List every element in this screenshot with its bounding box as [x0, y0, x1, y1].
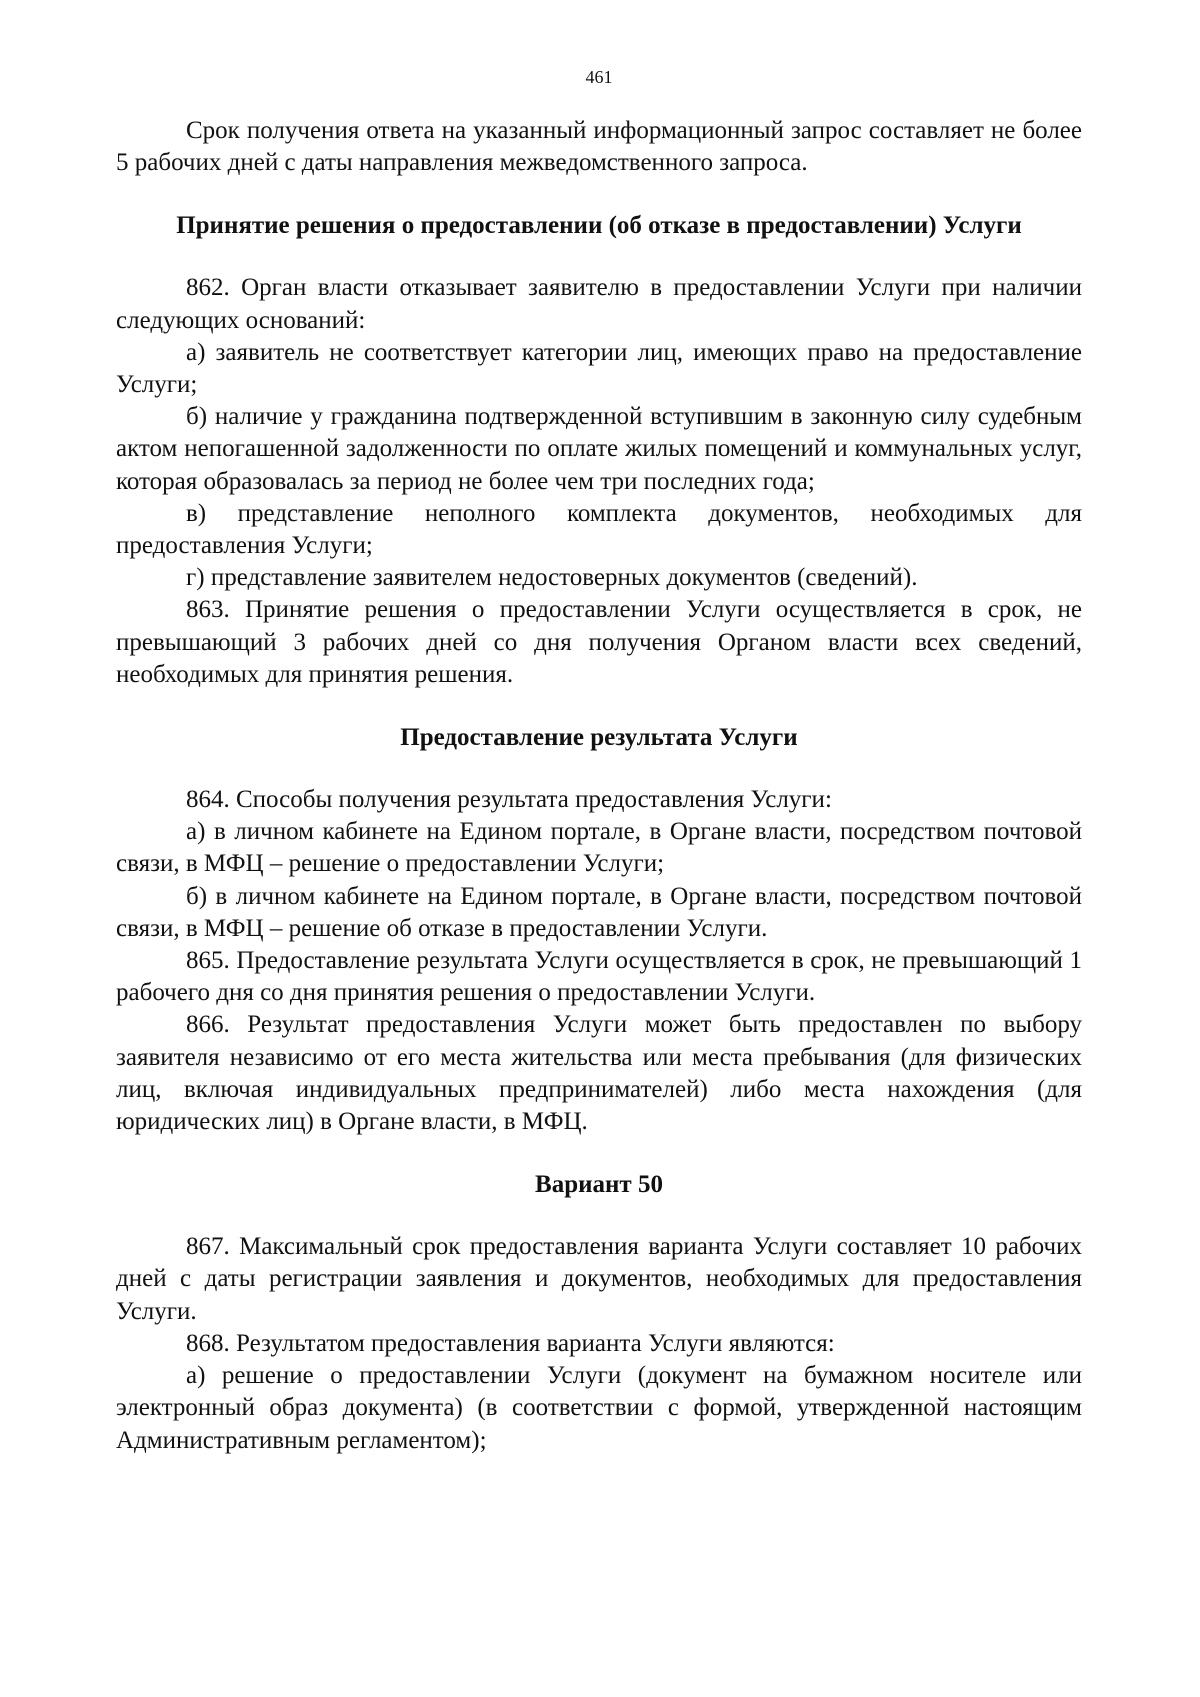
paragraph-864: 864. Способы получения результата предоставления Услуги: — [186, 786, 832, 814]
paragraph-867: 867. Максимальный срок предоставления варианта Услуги составляет 10 рабочих дней с даты регистрации заявления и документов, необходимых для предоставления Услуги. — [116, 1233, 1082, 1325]
paragraph-863: 863. Принятие решения о предоставлении Услуги осуществляется в срок, не превышающий 3 рабочих дней со дня получения Органом власти всех сведений, необходимых для принятия решения. — [116, 596, 1082, 688]
section-heading-variant: Вариант 50 — [535, 1171, 663, 1199]
paragraph-862: 862. Орган власти отказывает заявителю в предоставлении Услуги при наличии следующих оснований: — [116, 274, 1082, 334]
paragraph-868: 868. Результатом предоставления варианта Услуги являются: — [186, 1329, 835, 1357]
document-page — [116, 66, 1082, 1457]
paragraph-865: 865. Предоставление результата Услуги осуществляется в срок, не превышающий 1 рабочего дня со дня принятия решения о предоставлении Услуги. — [116, 947, 1082, 1007]
paragraph-862-b: б) наличие у гражданина подтвержденной вступившим в законную силу судебным актом непогашенной задолженности по оплате жилых помещений и коммунальных услуг, которая образовалась за период не более чем три последних года; — [116, 403, 1082, 495]
paragraph-862-a: а) заявитель не соответствует категории лиц, имеющих право на предоставление Услуги; — [116, 338, 1082, 399]
paragraph-864-a: а) в личном кабинете на Едином портале, в Органе власти, посредством почтовой связи, в МФЦ – решение о предоставлении Услуги; — [116, 818, 1082, 878]
paragraph-866: 866. Результат предоставления Услуги может быть предоставлен по выбору заявителя независимо от его места жительства или места пребывания (для физических лиц, включая индивидуальных предпринимателей) либо места нахождения (для юридических лиц) в Органе власти, в МФЦ. — [116, 1011, 1082, 1136]
paragraph-862-v: в) представление неполного комплекта документов, необходимых для предоставления Услуги; — [116, 499, 1082, 560]
paragraph-868-a: а) решение о предоставлении Услуги (документ на бумажном носителе или электронный образ документа) (в соответствии с формой, утвержденной настоящим Административным регламентом); — [116, 1362, 1082, 1454]
paragraph-864-b: б) в личном кабинете на Едином портале, в Органе власти, посредством почтовой связи, в МФЦ – решение об отказе в предоставлении Услуги. — [116, 882, 1082, 942]
page-number: 461 — [585, 67, 613, 87]
section-heading-result: Предоставление результата Услуги — [400, 724, 798, 752]
paragraph-862-g: г) представление заявителем недостоверных документов (сведений). — [186, 564, 918, 592]
section-heading-decision: Принятие решения о предоставлении (об отказе в предоставлении) Услуги — [176, 212, 1022, 240]
intro-paragraph: Срок получения ответа на указанный информационный запрос составляет не более 5 рабочих дней с даты направления межведомственного запроса. — [116, 117, 1082, 177]
